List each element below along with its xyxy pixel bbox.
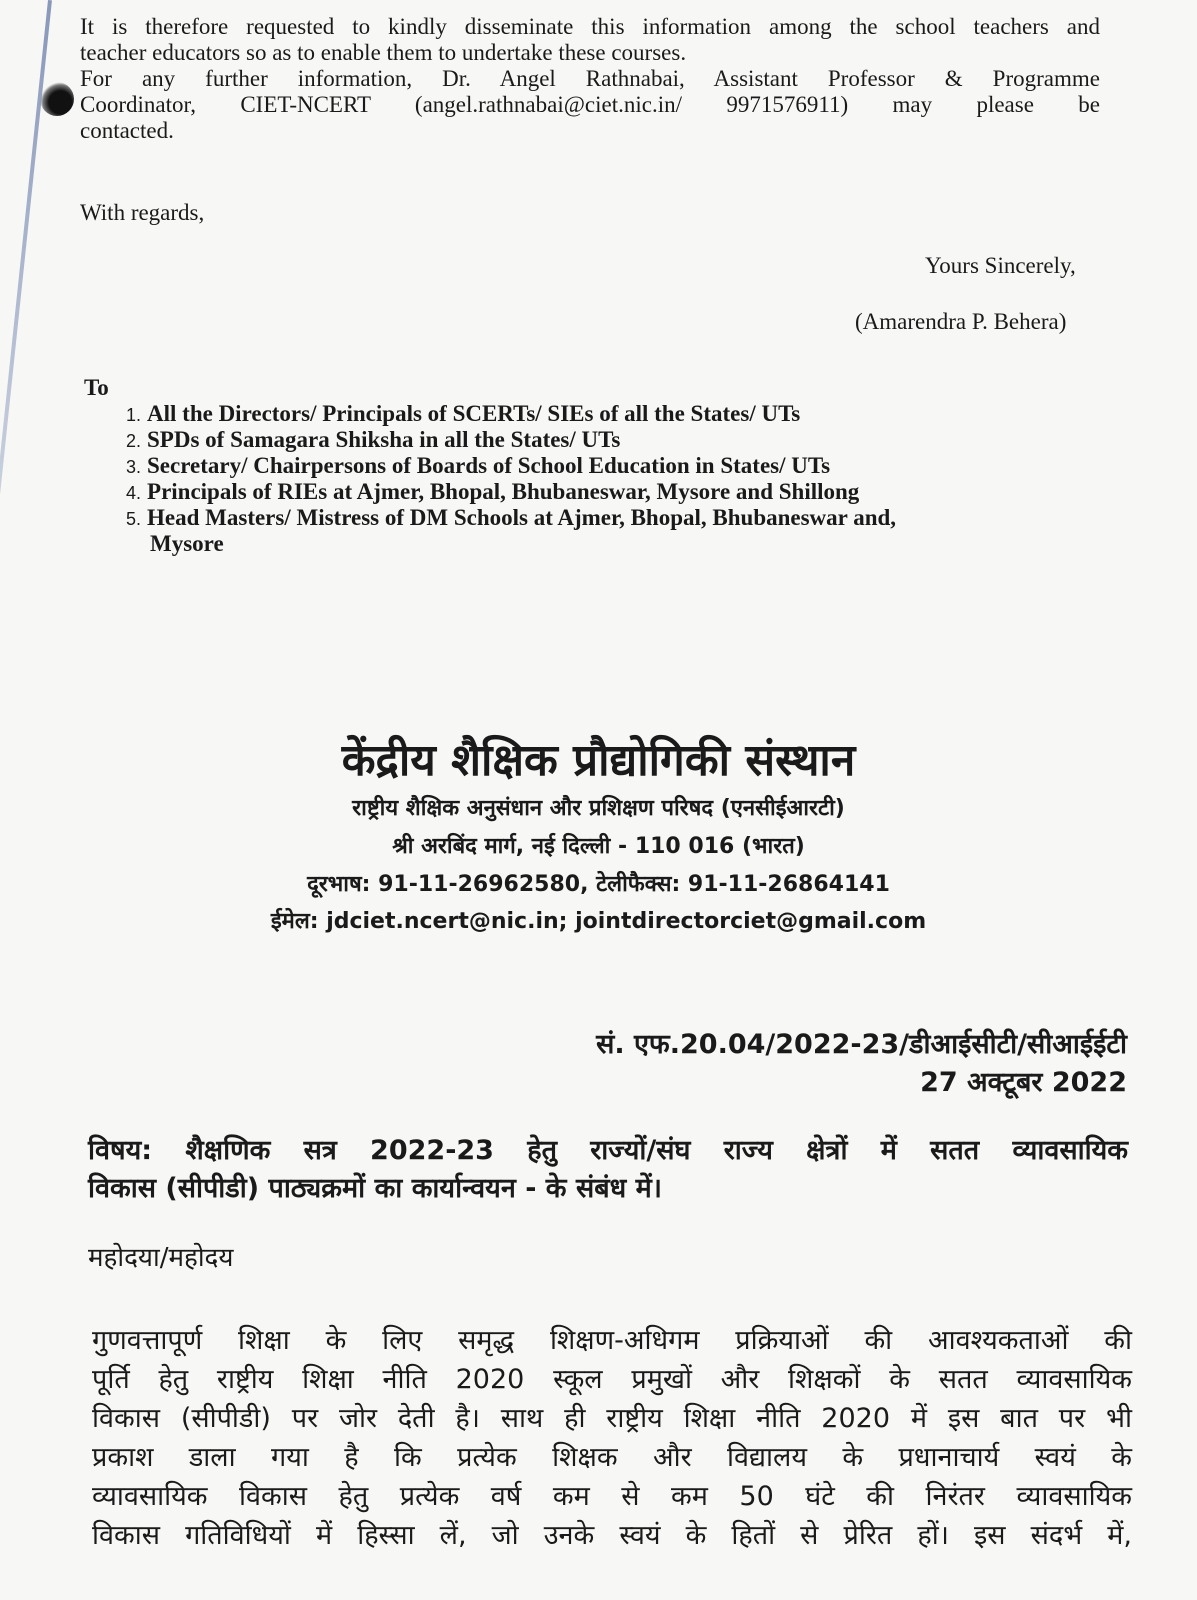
institute-title: केंद्रीय शैक्षिक प्रौद्योगिकी संस्थान <box>341 735 856 786</box>
list-item <box>126 505 896 531</box>
subject-line: विकास (सीपीडी) पाठ्यक्रमों का कार्यान्वयन - के संबंध में। <box>88 1173 662 1204</box>
item-text: Principals of RIEs at Ajmer, Bhopal, Bhubaneswar, Mysore and Shillong <box>147 479 860 504</box>
paragraph-line: For any further information, Dr. Angel Rathnabai, Assistant Professor & Programme <box>80 66 1100 91</box>
institute-address: श्री अरबिंद मार्ग, नई दिल्ली - 110 016 (भारत) <box>392 834 805 859</box>
item-number: 3. <box>126 457 142 477</box>
paragraph-line: It is therefore requested to kindly disseminate this information among the school teachers and <box>80 14 1100 39</box>
paragraph-line: contacted. <box>80 118 174 143</box>
reference-number: सं. एफ.20.04/2022-23/डीआईसीटी/सीआईईटी <box>596 1029 1127 1060</box>
institute-email: ईमेल: jdciet.ncert@nic.in; jointdirectorciet@gmail.com <box>270 909 927 934</box>
subject-line: विषय: शैक्षणिक सत्र 2022-23 हेतु राज्यों/संघ राज्य क्षेत्रों में सतत व्यावसायिक <box>88 1135 1128 1166</box>
paragraph-line: Coordinator, CIET-NCERT (angel.rathnabai@ciet.nic.in/ 9971576911) may please be <box>80 92 1100 117</box>
body-line: विकास गतिविधियों में हिस्सा लें, जो उनके स्वयं के हितों से प्रेरित हों। इस संदर्भ में, <box>92 1520 1132 1551</box>
salutation: महोदया/महोदय <box>88 1243 234 1273</box>
list-item <box>126 479 859 505</box>
letter-date: 27 अक्टूबर 2022 <box>920 1067 1127 1098</box>
regards: With regards, <box>80 200 205 225</box>
list-item <box>126 401 800 427</box>
punch-hole <box>40 82 74 116</box>
institute-subtitle: राष्ट्रीय शैक्षिक अनुसंधान और प्रशिक्षण परिषद (एनसीईआरटी) <box>352 796 845 821</box>
body-line: प्रकाश डाला गया है कि प्रत्येक शिक्षक और विद्यालय के प्रधानाचार्य स्वयं के <box>92 1442 1132 1473</box>
body-line: गुणवत्तापूर्ण शिक्षा के लिए समृद्ध शिक्षण-अधिगम प्रक्रियाओं की आवश्यकताओं की <box>92 1325 1132 1356</box>
item-text: Head Masters/ Mistress of DM Schools at Ajmer, Bhopal, Bhubaneswar and, <box>147 505 897 530</box>
body-line: विकास (सीपीडी) पर जोर देती है। साथ ही राष्ट्रीय शिक्षा नीति 2020 में इस बात पर भी <box>92 1403 1132 1434</box>
closing: Yours Sincerely, <box>925 253 1076 278</box>
institute-phone: दूरभाष: 91-11-26962580, टेलीफैक्स: 91-11-26864141 <box>307 872 890 897</box>
signatory: (Amarendra P. Behera) <box>855 309 1067 334</box>
item-text: All the Directors/ Principals of SCERTs/ SIEs of all the States/ UTs <box>147 401 801 426</box>
item-number: 2. <box>126 431 142 451</box>
item-number: 5. <box>126 509 142 529</box>
list-item <box>126 453 830 479</box>
item-number: 4. <box>126 483 142 503</box>
list-item-continuation: Mysore <box>150 531 224 556</box>
to-label: To <box>84 375 109 400</box>
body-line: व्यावसायिक विकास हेतु प्रत्येक वर्ष कम से कम 50 घंटे की निरंतर व्यावसायिक <box>92 1481 1132 1512</box>
item-text: SPDs of Samagara Shiksha in all the States/ UTs <box>147 427 621 452</box>
body-line: पूर्ति हेतु राष्ट्रीय शिक्षा नीति 2020 स्कूल प्रमुखों और शिक्षकों के सतत व्यावसायिक <box>92 1364 1132 1395</box>
item-number: 1. <box>126 405 142 425</box>
paragraph-line: teacher educators so as to enable them to undertake these courses. <box>80 40 687 65</box>
list-item <box>126 427 620 453</box>
item-text: Secretary/ Chairpersons of Boards of School Education in States/ UTs <box>147 453 831 478</box>
